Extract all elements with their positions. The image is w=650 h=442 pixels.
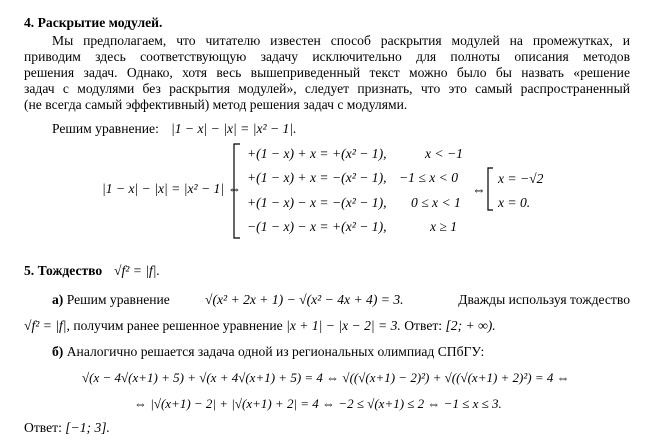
part-b-equation-1: √(x − 4√(x+1) + 5) + √(x + 4√(x+1) + 5) = 4 ⇔ √((√(x+1) − 2)²) + √((√(x+1) + 2)²) = 4 ⇔: [82, 370, 570, 385]
case-equation: +(1 − x) − x = −(x² − 1),: [247, 195, 387, 210]
part-a-equation: √(x² + 2x + 1) − √(x² − 4x + 4) = 3.: [205, 292, 404, 307]
case-condition: 0 ≤ x < 1: [411, 195, 461, 210]
system-lhs: |1 − x| − |x| = |x² − 1| ⇔: [102, 181, 242, 196]
case-condition: x < −1: [425, 146, 463, 161]
final-answer-line: [24, 420, 110, 436]
part-a-text: Решим уравнение: [66, 292, 170, 307]
part-a-letter: а): [52, 292, 64, 307]
answer-2: x = 0.: [498, 195, 531, 210]
solve-equation: |1 − x| − |x| = |x² − 1|.: [171, 121, 297, 136]
left-bracket: [232, 143, 242, 239]
answer-bracket: [486, 167, 494, 211]
answer-label: Ответ:: [404, 318, 443, 333]
paragraph-line: решения задач. Однако, хотя весь вышеприведенный текст можно было бы назвать «решение: [24, 65, 630, 80]
part-a-line2: [24, 318, 496, 334]
part-b-text: Аналогично решается задача одной из региональных олимпиад СПбГУ:: [66, 344, 485, 359]
case-row-4: [247, 219, 387, 235]
final-answer-label: Ответ:: [24, 420, 62, 435]
solve-label: Решим уравнение:: [52, 121, 159, 136]
case-condition: −1 ≤ x < 0: [399, 170, 459, 185]
case-condition: x ≥ 1: [430, 219, 458, 234]
part-a-line2-text: , получим ранее решенное уравнение: [66, 318, 283, 333]
part-b-letter: б): [52, 344, 64, 359]
case-row-2: [247, 170, 387, 186]
case-row-3: [247, 195, 387, 211]
reduced-equation: |x + 1| − |x − 2| = 3.: [286, 318, 401, 333]
case-equation: +(1 − x) + x = +(x² − 1),: [247, 146, 387, 161]
paragraph-line: приводим здесь соответствующую задачу исключительно для полноты описания методов: [24, 49, 630, 64]
heading-formula: √f² = |f|.: [114, 263, 160, 278]
part-a-label: [52, 292, 170, 308]
part-a-tail: Дважды используя тождество: [458, 292, 630, 307]
section-5-heading: 5. Тождество: [24, 263, 103, 278]
case-equation: +(1 − x) + x = −(x² − 1),: [247, 170, 387, 185]
final-answer-value: [−1; 3].: [65, 420, 110, 435]
case-equation: −(1 − x) − x = +(x² − 1),: [247, 219, 387, 234]
part-b-line: [52, 344, 484, 360]
paragraph-line: (не всегда самый эффективный) метод решения задач с модулями.: [24, 97, 408, 112]
identity-formula: √f² = |f|: [24, 318, 67, 333]
answer-value: [2; + ∞).: [445, 318, 496, 333]
part-b-equation-2: ⇔ |√(x+1) − 2| + |√(x+1) + 2| = 4 ⇔ −2 ≤ √(x+1) ≤ 2 ⇔ −1 ≤ x ≤ 3.: [134, 396, 502, 411]
answer-1: x = −√2: [498, 171, 544, 186]
case-row-1: [247, 146, 387, 162]
section-4-heading: 4. Раскрытие модулей.: [24, 15, 163, 30]
paragraph-line: Мы предполагаем, что читателю известен способ раскрытия модулей на промежутках, и: [52, 33, 630, 48]
paragraph-line: задач с модулями без раскрытия модулей», следует признать, что это самый распространенный: [24, 81, 630, 96]
answer-arrow: ⇔: [472, 182, 486, 197]
